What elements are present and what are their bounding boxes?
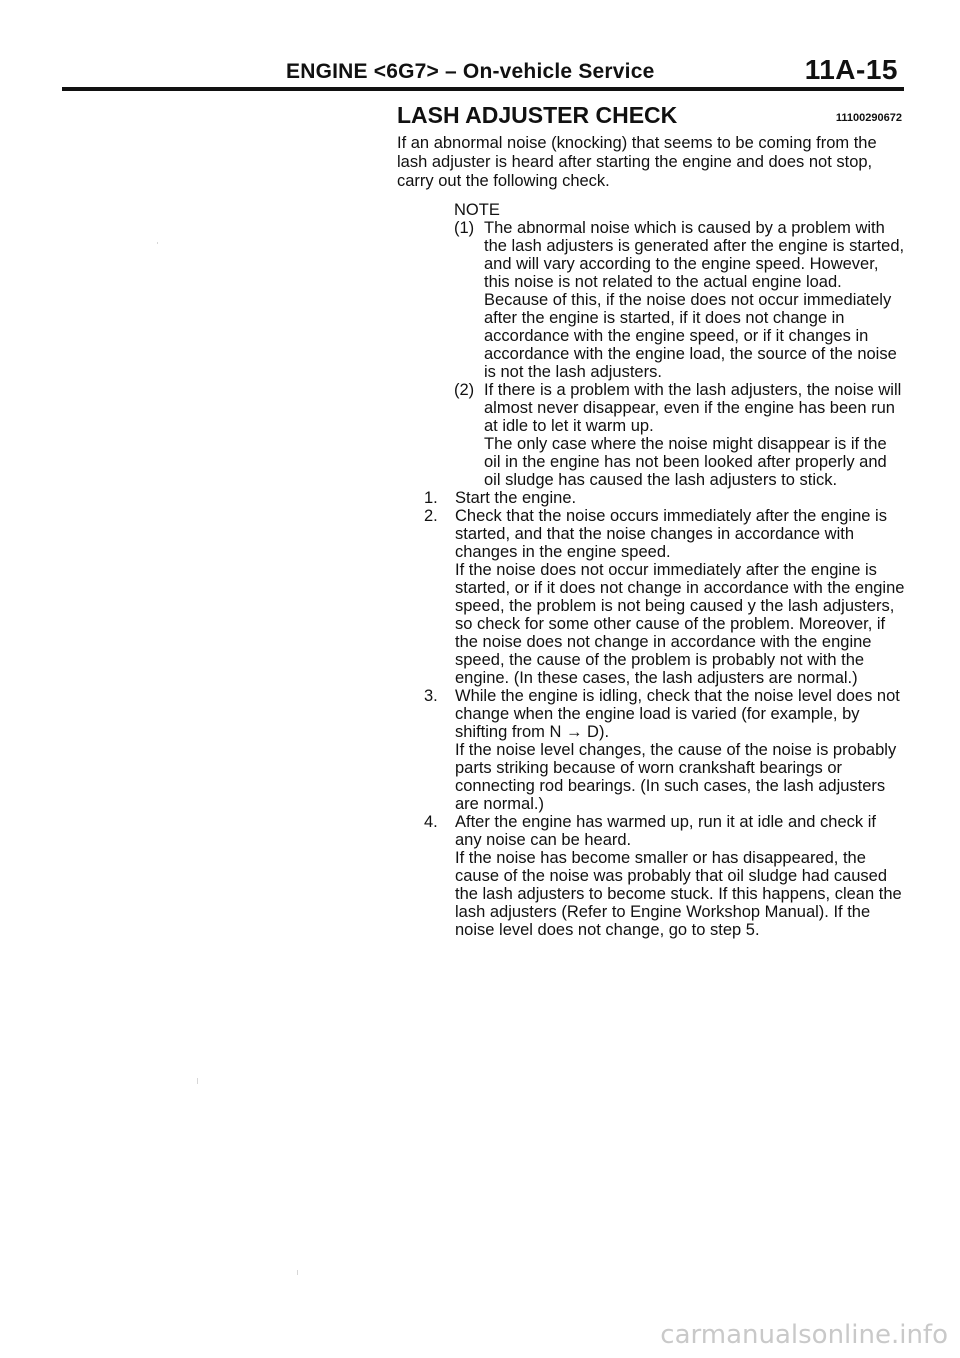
step-paragraph: If the noise does not occur immediately after the engine is started, or if it does not change in accordance with the engine speed, the problem is not being caused y the lash adjusters, so check for some other cause of the problem. Moreover, if the noise does not change in accordance with the engine speed, the cause of the problem is probably not with the engine. (In these cases, the lash adjusters are normal.): [455, 561, 905, 687]
procedure-step: [424, 507, 905, 687]
procedure-step: [424, 489, 905, 507]
step-paragraph: If the noise has become smaller or has disappeared, the cause of the noise was probably that oil sludge had caused the lash adjusters to become stuck. If this happens, clean the lash adjusters (Refer to Engine Workshop Manual). If the noise level does not change, go to step 5.: [455, 849, 902, 939]
scan-speck: [157, 242, 158, 244]
step-paragraph: If the noise level changes, the cause of the noise is probably parts striking because of worn crankshaft bearings or connecting rod bearings. (In such cases, the lash adjusters are normal.): [455, 741, 897, 813]
procedure-step: [424, 813, 905, 939]
page-header: [62, 52, 902, 92]
note-paragraph: The only case where the noise might disappear is if the oil in the engine has not been looked after properly and oil sludge has caused the lash adjusters to stick.: [484, 435, 887, 489]
step-number: 4.: [424, 813, 438, 831]
note-item: [454, 381, 905, 489]
note-item: [454, 219, 905, 381]
procedure-steps: [424, 489, 905, 939]
note-paragraph: If there is a problem with the lash adjusters, the noise will almost never disappear, even if the engine has been run at idle to let it warm up.: [484, 381, 902, 435]
scan-speck: [197, 1078, 198, 1084]
note-paragraph: Because of this, if the noise does not occur immediately after the engine is started, if it does not change in accordance with the engine speed, or if it changes in accordance with the engine load, the source of the noise is not the lash adjusters.: [484, 291, 897, 381]
step-number: 1.: [424, 489, 438, 507]
main-content: [397, 100, 905, 939]
section-code: 11100290672: [835, 112, 902, 124]
note-block: [454, 201, 905, 489]
note-item-number: (2): [454, 381, 475, 399]
section-heading: [397, 100, 905, 134]
step-paragraph: While the engine is idling, check that the noise level does not change when the engine load is varied (for example, by shifting from N → D).: [455, 687, 900, 741]
header-rule: [62, 87, 904, 91]
scan-speck: [297, 1270, 298, 1275]
page-number: 11A-15: [804, 54, 898, 85]
step-number: 2.: [424, 507, 438, 525]
step-paragraph: Check that the noise occurs immediately after the engine is started, and that the noise changes in accordance with changes in the engine speed.: [455, 507, 887, 561]
watermark: carmanualsonline.info: [660, 1320, 948, 1350]
note-item-number: (1): [454, 219, 475, 237]
step-number: 3.: [424, 687, 438, 705]
step-paragraph: After the engine has warmed up, run it at idle and check if any noise can be heard.: [455, 813, 876, 849]
procedure-step: [424, 687, 905, 813]
step-paragraph: Start the engine.: [455, 489, 577, 507]
section-title: LASH ADJUSTER CHECK: [397, 102, 678, 128]
intro-paragraph: If an abnormal noise (knocking) that seems to be coming from the lash adjuster is heard after starting the engine and does not stop, carry out the following check.: [397, 134, 877, 190]
header-title: ENGINE <6G7> – On-vehicle Service: [286, 60, 655, 83]
note-paragraph: The abnormal noise which is caused by a problem with the lash adjusters is generated after the engine is started, and will vary according to the engine speed. However, this noise is not related to the actual engine load.: [484, 219, 905, 291]
note-label: NOTE: [454, 201, 500, 219]
